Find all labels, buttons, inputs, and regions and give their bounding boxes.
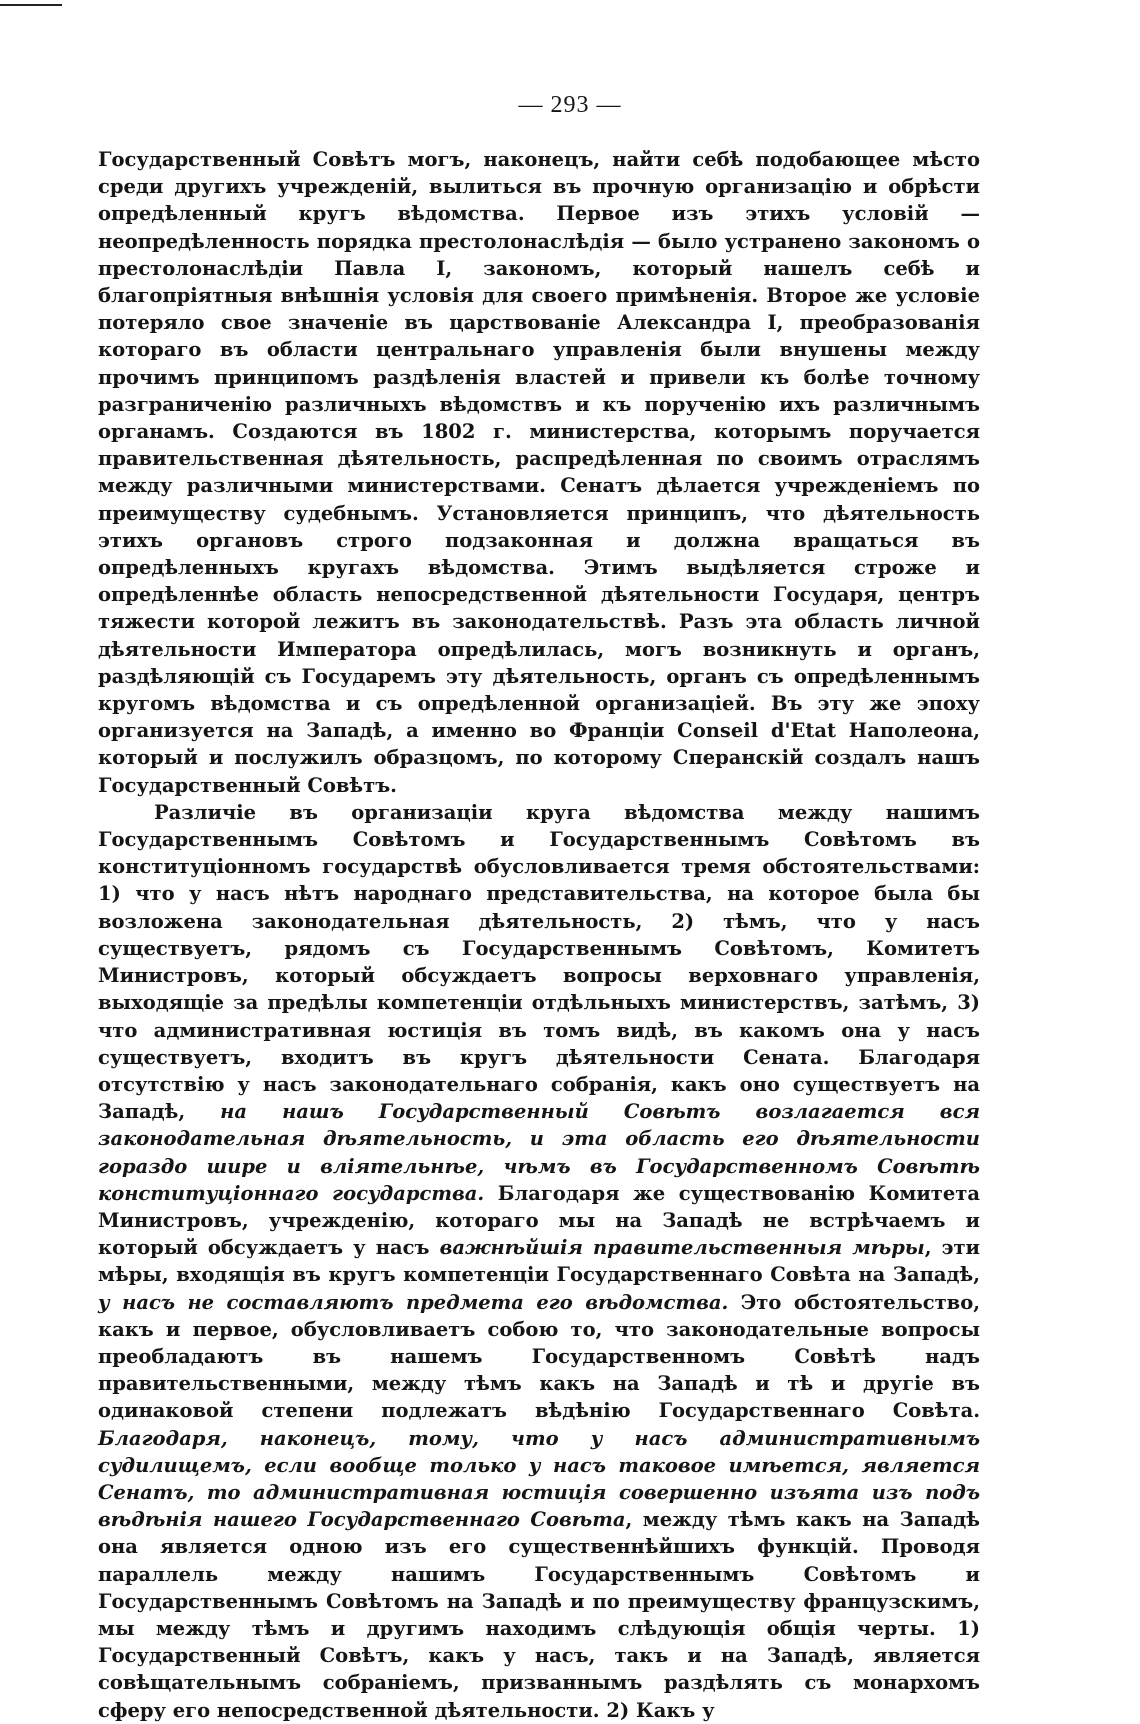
page-number: — 293 — <box>518 92 622 118</box>
italic-segment: Благодаря, наконецъ, тому, что у насъ административнымъ судилищемъ, если вообще только у насъ таковое имѣется, является Сенатъ, то административная юстиція совершенно изъята изъ подъ вѣдѣнія нашего Государственнаго Совѣта <box>98 1426 980 1532</box>
italic-segment: важнѣйшія правительственныя мѣры <box>439 1236 925 1260</box>
text-segment: Благодаря же существованію Комитета Министровъ, учрежденію, котораго мы на Западѣ не встрѣчаемъ и который обсуждаетъ у насъ <box>98 1181 980 1260</box>
text-segment: Это обстоятельство, какъ и первое, обусловливаетъ собою то, что законодательные вопросы преобладаютъ въ нашемъ Государственномъ Совѣтѣ надъ правительственными, между тѣмъ какъ на Западѣ и тѣ и другіе въ одинаковой степени подлежатъ вѣдѣнію Государственнаго Совѣта. <box>98 1290 980 1423</box>
text-segment: Различіе въ организаціи круга вѣдомства между нашимъ Государственнымъ Совѣтомъ и Государственнымъ Совѣтомъ въ конституціонномъ государствѣ обусловливается тремя обстоятельствами: 1) что у насъ нѣтъ народнаго представительства, на которое была бы возложена законодательная дѣятельность, 2) тѣмъ, что у насъ существуетъ, рядомъ съ Государственнымъ Совѣтомъ, Комитетъ Министровъ, который обсуждаетъ вопросы верховнаго управленія, выходящіе за предѣлы компетенціи отдѣльныхъ министерствъ, затѣмъ, 3) что административная юстиція въ томъ видѣ, въ какомъ она у насъ существуетъ, входитъ въ кругъ дѣятельности Сената. Благодаря отсутствію у насъ законодательнаго собранія, какъ оно существуетъ на Западѣ, <box>98 800 980 1124</box>
body-text <box>98 146 980 1724</box>
italic-segment: у насъ не составляютъ предмета его вѣдомства. <box>98 1290 729 1314</box>
paragraph-1 <box>98 146 980 799</box>
paragraph-2 <box>98 799 980 1724</box>
italic-segment: на нашъ Государственный Совѣтъ возлагается вся законодательная дѣятельность, и эта область его дѣятельности гораздо шире и вліятельнѣе, чѣмъ въ Государственномъ Совѣтѣ конституціоннаго государства. <box>98 1100 980 1205</box>
text-segment: Государственный Совѣтъ могъ, наконецъ, найти себѣ подобающее мѣсто среди другихъ учрежденій, вылиться въ прочную организацію и обрѣсти опредѣленный кругъ вѣдомства. Первое изъ этихъ условій — неопредѣленность порядка престолонаслѣдія — было устранено закономъ о престолонаслѣдіи Павла I, закономъ, который нашелъ себѣ и благопріятныя внѣшнія условія для своего примѣненія. Второе же условіе потеряло свое значеніе въ царствованіе Александра I, преобразованія котораго въ области центральнаго управленія были внушены между прочимъ принципомъ раздѣленія властей и привели къ болѣе точному разграниченію различныхъ вѣдомствъ и къ порученію ихъ различнымъ органамъ. Создаются въ 1802 г. министерства, которымъ поручается правительственная дѣятельность, распредѣленная по своимъ отраслямъ между различными министерствами. Сенатъ дѣлается учрежденіемъ по преимуществу судебнымъ. Установляется принципъ, что дѣятельность этихъ органовъ строго подзаконная и должна вращаться въ опредѣленныхъ кругахъ вѣдомства. Этимъ выдѣляется строже и опредѣленнѣе область непосредственной дѣятельности Государя, центръ тяжести которой лежитъ въ законодательствѣ. Разъ эта область личной дѣятельности Императора опредѣлилась, могъ возникнуть и органъ, раздѣляющій съ Государемъ эту дѣятельность, органъ съ опредѣленнымъ кругомъ вѣдомства и съ опредѣленной организаціей. Въ эту же эпоху организуется на Западѣ, а именно во Франціи Conseil d'Etat Наполеона, который и послужилъ образцомъ, по которому Сперанскій создалъ нашъ Государственный Совѣтъ. <box>98 148 980 797</box>
scan-edge-mark <box>0 4 62 6</box>
text-segment: , между тѣмъ какъ на Западѣ она является одною изъ его существеннѣйшихъ функцій. Проводя параллель между нашимъ Государственнымъ Совѣтомъ и Государственнымъ Совѣтомъ на Западѣ и по преимуществу французскимъ, мы между тѣмъ и другимъ находимъ слѣдующія общія черты. 1) Государственный Совѣтъ, какъ у насъ, такъ и на Западѣ, является совѣщательнымъ собраніемъ, призваннымъ раздѣлять съ монархомъ сферу его непосредственной дѣятельности. 2) Какъ у <box>98 1508 980 1722</box>
text-segment: , эти мѣры, входящія въ кругъ компетенціи Государственнаго Совѣта на Западѣ, <box>98 1236 980 1287</box>
